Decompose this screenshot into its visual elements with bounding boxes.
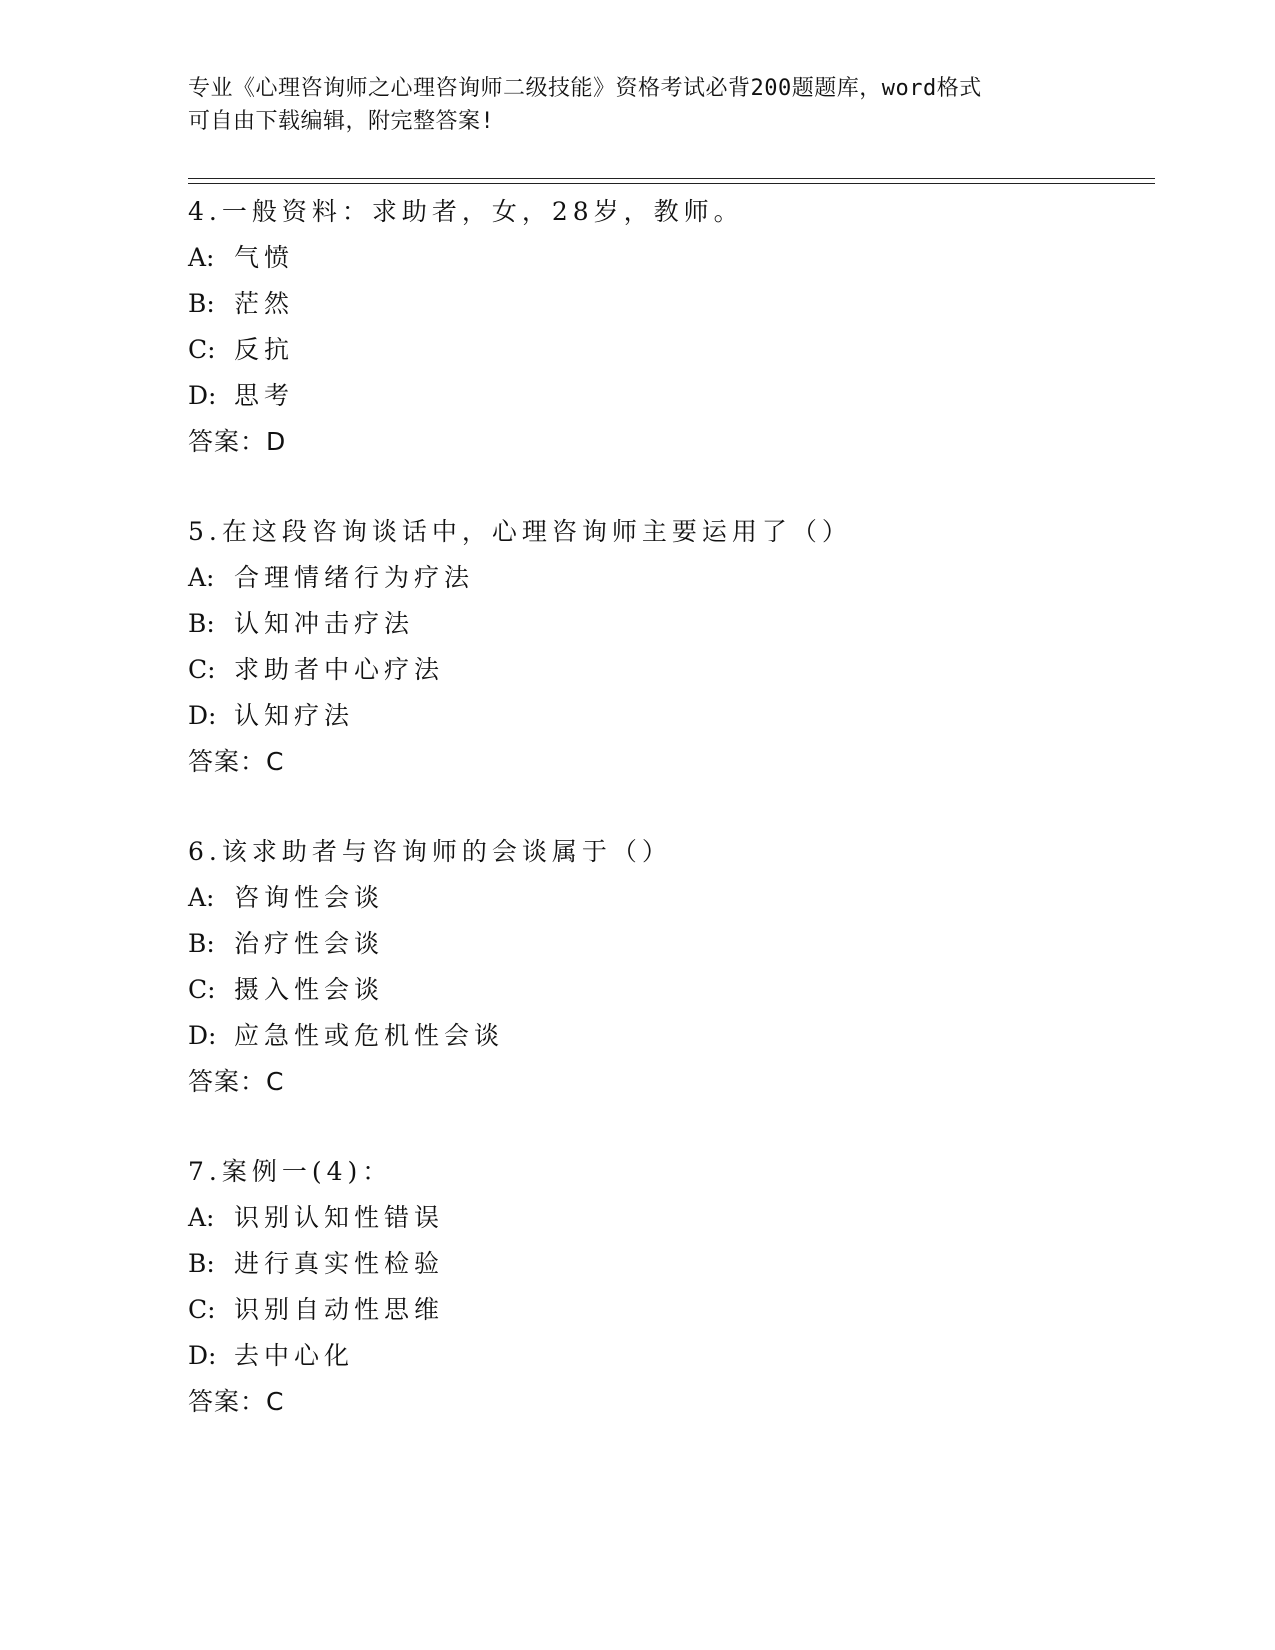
option-text: 求助者中心疗法 — [234, 655, 445, 684]
option-key: D: — [188, 1021, 217, 1050]
option-d — [188, 1013, 1148, 1059]
option-text: 咨询性会谈 — [234, 883, 385, 912]
option-c — [188, 1287, 1148, 1333]
option-text: 进行真实性检验 — [234, 1249, 445, 1278]
option-key: D: — [188, 1341, 217, 1370]
answer: 答案：C — [188, 1387, 285, 1416]
header-line-2: 可自由下载编辑，附完整答案! — [188, 109, 495, 134]
question-list — [188, 189, 1148, 1469]
header-divider-top — [188, 178, 1155, 179]
question-6 — [188, 829, 1148, 1105]
option-d — [188, 373, 1148, 419]
option-text: 气愤 — [234, 243, 295, 272]
option-text: 认知疗法 — [234, 701, 355, 730]
option-text: 思考 — [234, 381, 295, 410]
option-text: 摄入性会谈 — [234, 975, 385, 1004]
option-text: 去中心化 — [234, 1341, 355, 1370]
option-key: A: — [188, 1203, 215, 1232]
option-key: C: — [188, 655, 216, 684]
option-key: D: — [188, 381, 217, 410]
option-text: 茫然 — [234, 289, 295, 318]
option-key: B: — [188, 1249, 215, 1278]
answer: 答案：C — [188, 747, 285, 776]
option-text: 识别自动性思维 — [234, 1295, 445, 1324]
header-line-1: 专业《心理咨询师之心理咨询师二级技能》资格考试必背200题题库，word格式 — [188, 76, 982, 101]
option-text: 反抗 — [234, 335, 295, 364]
option-b — [188, 1241, 1148, 1287]
option-d — [188, 1333, 1148, 1379]
option-key: B: — [188, 289, 215, 318]
option-text: 应急性或危机性会谈 — [234, 1021, 505, 1050]
option-text: 认知冲击疗法 — [234, 609, 415, 638]
option-a — [188, 875, 1148, 921]
option-b — [188, 921, 1148, 967]
option-c — [188, 647, 1148, 693]
option-a — [188, 555, 1148, 601]
question-7 — [188, 1149, 1148, 1425]
option-key: A: — [188, 243, 215, 272]
option-text: 合理情绪行为疗法 — [234, 563, 475, 592]
answer: 答案：C — [188, 1067, 285, 1096]
question-stem: 7.案例一(4)： — [188, 1157, 393, 1186]
option-key: C: — [188, 335, 216, 364]
option-text: 治疗性会谈 — [234, 929, 385, 958]
option-key: C: — [188, 1295, 216, 1324]
option-a — [188, 235, 1148, 281]
header-divider-bottom — [188, 183, 1155, 184]
question-5 — [188, 509, 1148, 785]
option-b — [188, 281, 1148, 327]
document-header — [188, 72, 1088, 138]
option-b — [188, 601, 1148, 647]
option-c — [188, 967, 1148, 1013]
option-key: C: — [188, 975, 216, 1004]
option-key: B: — [188, 929, 215, 958]
answer: 答案：D — [188, 427, 287, 456]
option-key: D: — [188, 701, 217, 730]
option-d — [188, 693, 1148, 739]
option-text: 识别认知性错误 — [234, 1203, 445, 1232]
option-key: A: — [188, 563, 215, 592]
question-stem: 4.一般资料：求助者，女，28岁，教师。 — [188, 197, 744, 226]
question-stem: 6.该求助者与咨询师的会谈属于（） — [188, 837, 672, 866]
question-4 — [188, 189, 1148, 465]
option-c — [188, 327, 1148, 373]
option-key: B: — [188, 609, 215, 638]
option-a — [188, 1195, 1148, 1241]
option-key: A: — [188, 883, 215, 912]
question-stem: 5.在这段咨询谈话中，心理咨询师主要运用了（） — [188, 517, 852, 546]
